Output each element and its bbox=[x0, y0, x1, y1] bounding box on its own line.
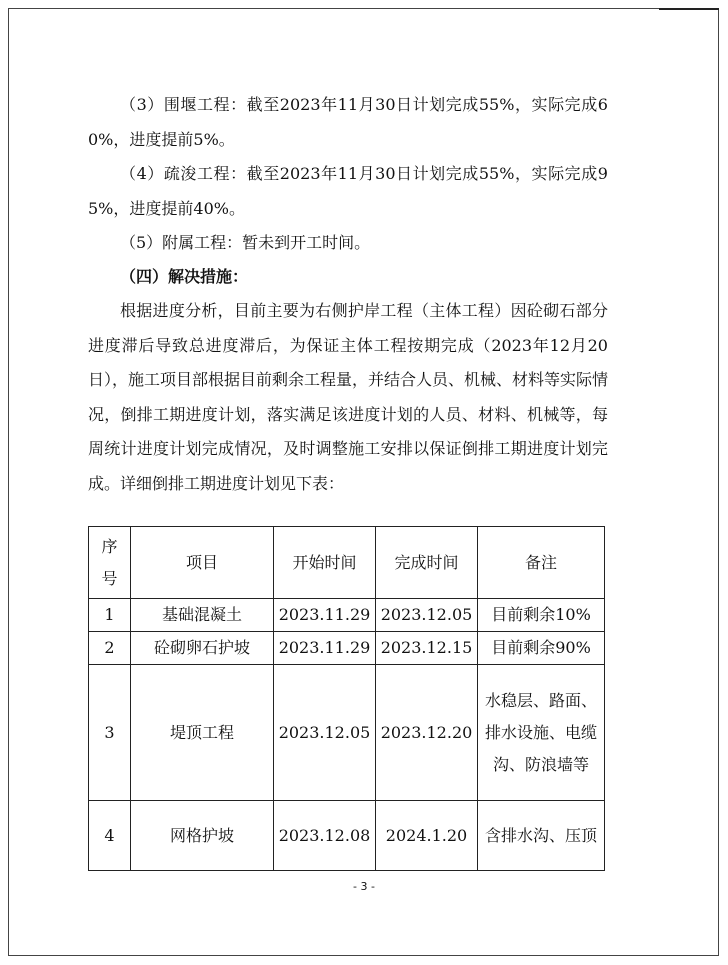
table-cell: 网格护坡 bbox=[131, 801, 274, 871]
table-cell: 砼砌卵石护坡 bbox=[131, 632, 274, 665]
table-cell: 2023.12.05 bbox=[376, 599, 478, 632]
paragraph-cofferdam: （3）围堰工程：截至2023年11月30日计划完成55%，实际完成60%，进度提前5%。 bbox=[88, 95, 608, 149]
table-cell: 1 bbox=[89, 599, 131, 632]
corner-mark bbox=[659, 8, 719, 10]
table-header-row bbox=[89, 527, 605, 599]
table-cell: 2023.12.20 bbox=[376, 665, 478, 801]
table-cell: 3 bbox=[89, 665, 131, 801]
page-number: - 3 - bbox=[353, 880, 375, 893]
table-row bbox=[89, 632, 605, 665]
table-cell: 基础混凝土 bbox=[131, 599, 274, 632]
table-cell: 目前剩余90% bbox=[478, 632, 605, 665]
table-cell: 2023.12.15 bbox=[376, 632, 478, 665]
table-cell: 2023.11.29 bbox=[274, 599, 376, 632]
table-cell: 水稳层、路面、排水设施、电缆沟、防浪墙等 bbox=[478, 665, 605, 801]
table-cell: 含排水沟、压顶 bbox=[478, 801, 605, 871]
header-cell: 开始时间 bbox=[274, 527, 376, 599]
paragraph-auxiliary: （5）附属工程：暂未到开工时间。 bbox=[120, 233, 371, 252]
header-cell: 序号 bbox=[89, 527, 131, 599]
paragraph-dredging: （4）疏浚工程：截至2023年11月30日计划完成55%，实际完成95%，进度提前40%。 bbox=[88, 164, 608, 218]
table-row bbox=[89, 801, 605, 871]
table-cell: 2023.12.05 bbox=[274, 665, 376, 801]
table-row bbox=[89, 665, 605, 801]
paragraph-measures: 根据进度分析，目前主要为右侧护岸工程（主体工程）因砼砌石部分进度滞后导致总进度滞后，为保证主体工程按期完成（2023年12月20日），施工项目部根据目前剩余工程量，并结合人员、机械、材料等实际情况，倒排工期进度计划，落实满足该进度计划的人员、材料、机械等，每周统计进度计划完成情况，及时调整施工安排以保证倒排工期进度计划完成。详细倒排工期进度计划见下表： bbox=[88, 301, 609, 493]
table-cell: 4 bbox=[89, 801, 131, 871]
table-cell: 堤顶工程 bbox=[131, 665, 274, 801]
table-cell: 2024.1.20 bbox=[376, 801, 478, 871]
table-row bbox=[89, 599, 605, 632]
header-cell: 完成时间 bbox=[376, 527, 478, 599]
table-cell: 2023.12.08 bbox=[274, 801, 376, 871]
table-cell: 2 bbox=[89, 632, 131, 665]
header-cell: 备注 bbox=[478, 527, 605, 599]
section-heading: （四）解决措施： bbox=[120, 267, 249, 286]
table-cell: 目前剩余10% bbox=[478, 599, 605, 632]
table-cell: 2023.11.29 bbox=[274, 632, 376, 665]
schedule-table bbox=[88, 526, 605, 871]
header-cell: 项目 bbox=[131, 527, 274, 599]
